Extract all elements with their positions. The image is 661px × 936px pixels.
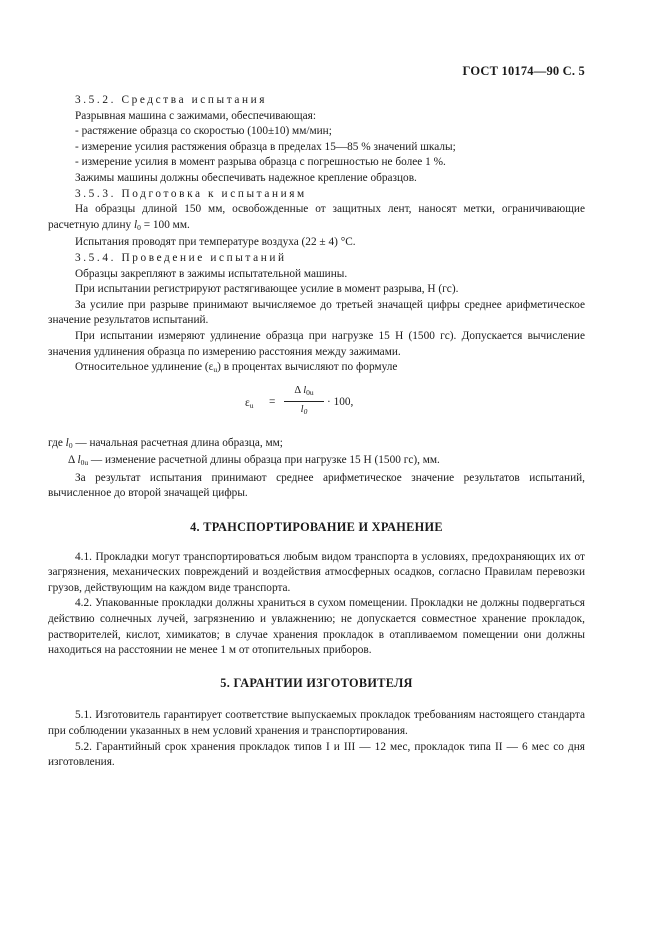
clause-3-5-4-paragraph: При испытании регистрируют растягивающее усилие в момент разрыва, Н (гс).	[75, 283, 459, 296]
running-header: ГОСТ 10174—90 С. 5	[462, 64, 585, 78]
clause-3-5-4-paragraph: Относительное удлинение $(\varepsilon_u)$ в процентах вычисляют по формуле	[75, 361, 398, 375]
clause-3-5-4-paragraph: Образцы закрепляют в зажимы испытательной машины.	[75, 267, 348, 280]
formula-multiplier: · 100,	[327, 395, 354, 408]
formula-legend-item: где $l_0$ — начальная расчетная длина образца, мм;	[48, 436, 283, 450]
fraction-bar	[284, 401, 324, 402]
clause-3-5-2-line: Разрывная машина с зажимами, обеспечивающая:	[75, 109, 316, 122]
clause-5-1: 5.1. Изготовитель гарантирует соответствие выпускаемых прокладок требованиям настоящего стандарта при соблюдении указанных в нем условий хранения и транспортирования.	[48, 709, 585, 737]
formula-lhs: $\varepsilon_u$	[245, 396, 254, 410]
clause-3-5-2-line: - измерение усилия растяжения образца в пределах 15—85 % значений шкалы;	[75, 140, 456, 153]
clause-3-5-4-paragraph: За усилие при разрыве принимают вычисляемое до третьей значащей цифры среднее арифметическое значение результатов испытаний.	[48, 298, 585, 327]
clause-3-5-4-result: За результат испытания принимают среднее арифметическое значение результатов испытаний, вычисленное до второй значащей цифры.	[48, 471, 585, 500]
clause-5-2: 5.2. Гарантийный срок хранения прокладок типов I и III — 12 мес, прокладок типа II — 6 мес со дня изготовления.	[48, 740, 585, 769]
clause-3-5-2-line: Зажимы машины должны обеспечивать надежное крепление образцов.	[75, 171, 417, 184]
formula-equals-sign: =	[269, 395, 276, 408]
formula-fraction	[284, 384, 324, 419]
clause-3-5-4-title: 3.5.4. Проведение испытаний	[75, 251, 287, 264]
clause-3-5-2-title: 3.5.2. Средства испытания	[75, 94, 268, 106]
clause-4-1: 4.1. Прокладки могут транспортироваться любым видом транспорта в условиях, предохраняющих их от загрязнения, механических повреждений и воздействия атмосферных осадков, согласно Правилам перевозки грузов, действующим на каждом виде транспорта.	[48, 550, 585, 594]
formula-denominator: $l_0$	[300, 403, 308, 416]
clause-3-5-3-title: 3.5.3. Подготовка к испытаниям	[75, 187, 307, 200]
elongation-formula	[48, 384, 585, 428]
clause-3-5-3-paragraph: На образцы длиной 150 мм, освобожденные от защитных лент, наносят метки, ограничивающие расчетную длину $l_0 = 100$ мм.	[48, 203, 585, 232]
clause-3-5-2-line: - растяжение образца со скоростью (100±10) мм/мин;	[75, 125, 332, 138]
section-4-heading: 4. ТРАНСПОРТИРОВАНИЕ И ХРАНЕНИЕ	[190, 520, 443, 535]
page-body	[48, 93, 585, 771]
formula-numerator: Δ $l_{0u}$	[294, 384, 314, 397]
clause-3-5-2-line: - измерение усилия в момент разрыва образца с погрешностью не более 1 %.	[75, 156, 446, 169]
clause-4-2: 4.2. Упакованные прокладки должны храниться в сухом помещении. Прокладки не должны подвергаться действию солнечных лучей, загрязнению и увлажнению; не допускается совместное хранение прокладок, растворителей, кислот, химикатов; в случае хранения прокладок в отапливаемом помещении они должны находиться на расстоянии не менее 1 м от отопительных приборов.	[48, 597, 585, 657]
formula-legend-item: Δ $l_{0u}$ — изменение расчетной длины образца при нагрузке 15 Н (1500 гс), мм.	[68, 454, 440, 468]
section-5-heading: 5. ГАРАНТИИ ИЗГОТОВИТЕЛЯ	[220, 675, 413, 690]
clause-3-5-4-paragraph: При испытании измеряют удлинение образца при нагрузке 15 Н (1500 гс). Допускается вычисление значения удлинения образца по измерению расстояния между зажимами.	[48, 329, 585, 358]
clause-3-5-3-paragraph: Испытания проводят при температуре воздуха (22 ± 4) °С.	[75, 236, 356, 249]
